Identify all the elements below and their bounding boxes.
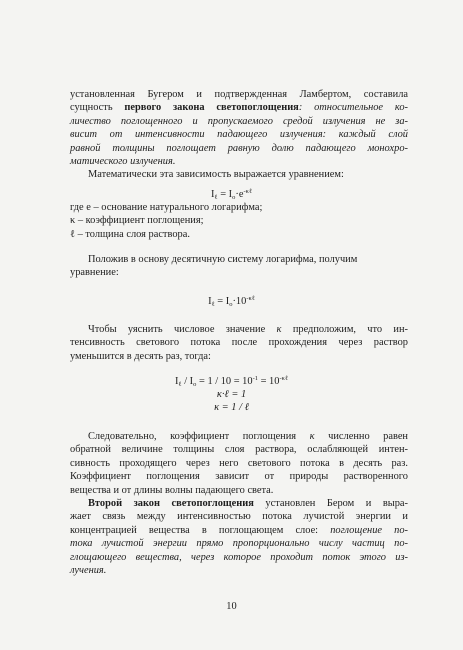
text-line: личество поглощенного и пропускаемого средой излучения не за-	[70, 115, 408, 127]
text-line: жает связь между интенсивностью потока лучистой энергии и	[70, 511, 408, 523]
page-number: 10	[226, 601, 237, 612]
text-line: висит от интенсивности падающего излучения: каждый слой	[70, 129, 408, 141]
definition-kappa: κ – коэффициент поглощения;	[70, 215, 204, 227]
text-line: тенсивность светового потока после прохождения через раствор	[70, 337, 408, 349]
paragraph-math-intro: Математически эта зависимость выражается уравнением:	[88, 169, 344, 180]
equation-kappa-l: κ·ℓ = 1	[216, 389, 247, 400]
text-line: Чтобы уяснить числовое значение κ предположим, что ин-	[88, 324, 409, 335]
paragraph-second-law	[70, 497, 408, 577]
text-line: концентрацией вещества в поглощающем слое: поглощение по-	[70, 524, 408, 536]
text-line: сивность проходящего через него светового потока в десять раз.	[70, 457, 408, 469]
paragraph-kappa-value	[70, 323, 408, 363]
text-line: лучения.	[70, 565, 107, 577]
text-line: равной толщины поглощает равную долю падающего монохро-	[70, 142, 408, 154]
text-line: тока лучистой энергии прямо пропорционально числу частиц по-	[70, 538, 408, 550]
second-law-heading: Второй закон светопоглощения	[88, 498, 254, 509]
text-line: матического излучения.	[70, 156, 176, 168]
text-line: Второй закон светопоглощения установлен Бером и выра-	[88, 498, 408, 509]
definition-e: где е – основание натурального логарифма;	[70, 202, 263, 213]
text-line: глощающего вещества, через которое проходит поток этого из-	[70, 551, 408, 563]
paragraph-decimal-log	[70, 253, 408, 280]
equation-kappa: κ = 1 / ℓ	[214, 402, 249, 413]
definitions-list	[70, 201, 408, 241]
text-line: сущность первого закона светопоглощения: относительное ко-	[70, 102, 408, 114]
text-line: уменьшится в десять раз, тогда:	[70, 350, 211, 362]
text-line: Коэффициент поглощения зависит от природы растворенного	[70, 471, 408, 483]
text-line: уравнение:	[70, 267, 119, 279]
first-law-heading: первого закона светопоглощения	[124, 102, 299, 114]
text-line: обратной величине толщины слоя раствора, ослабляющей интен-	[70, 444, 408, 456]
equation-ratio: $I_\ell / I_o = 1 / 10 = 10^{-1} = 10^{-\kappa\ell}$	[175, 375, 288, 388]
definition-l: ℓ – толщина слоя раствора.	[70, 228, 190, 240]
text-line: Положив в основу десятичную систему логарифма, получим	[88, 254, 358, 265]
text-line: Следовательно, коэффициент поглощения κ численно равен	[88, 431, 408, 442]
text-line: вещества и от длины волны падающего света.	[70, 484, 274, 496]
paragraph-first-law	[70, 88, 408, 168]
equation-exponential: $I_\ell = I_o\cdot e^{-\kappa\ell}$	[211, 188, 252, 201]
text-line: установленная Бугером и подтвержденная Ламбертом, составила	[70, 89, 408, 100]
equation-decimal: $I_\ell = I_o\cdot 10^{-\kappa\ell}$	[208, 295, 255, 308]
paragraph-conclusion	[70, 430, 408, 497]
